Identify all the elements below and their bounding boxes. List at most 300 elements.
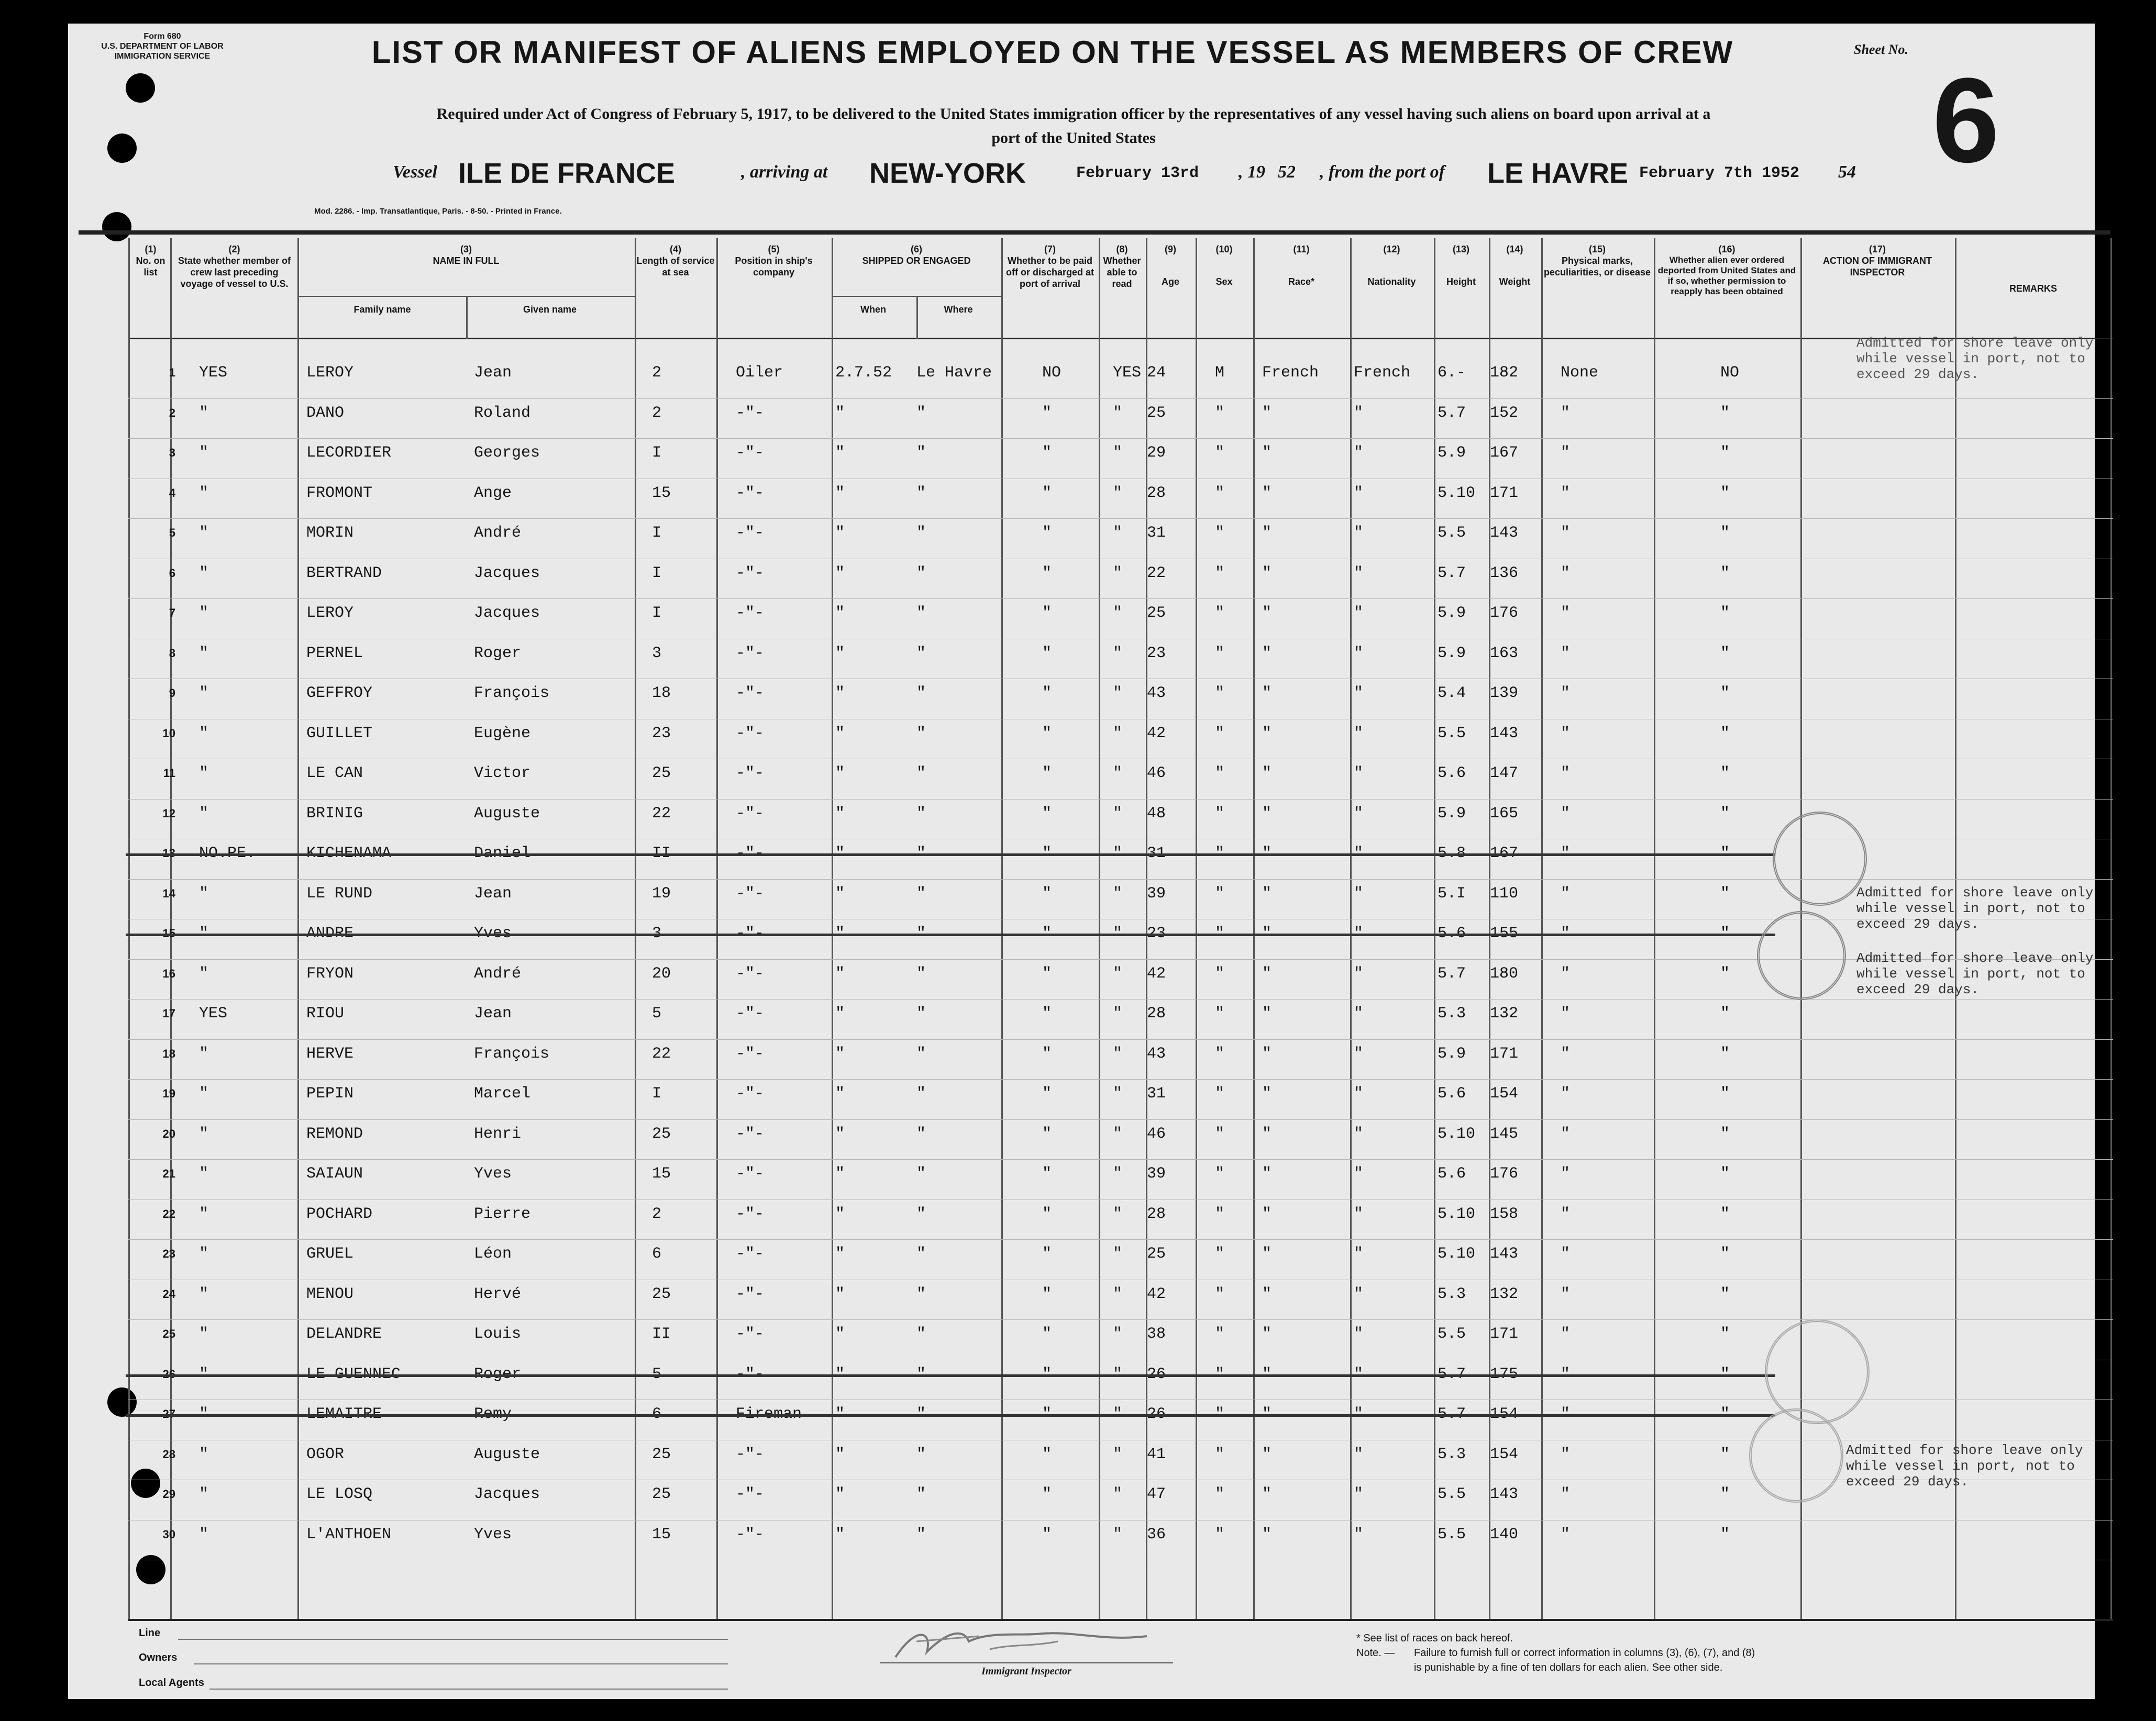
header-rule: [128, 338, 2113, 339]
punch-hole: [107, 1387, 137, 1417]
cell-read: ": [1113, 1125, 1123, 1143]
cell-service: I: [652, 564, 662, 582]
col-num: (6): [911, 244, 922, 254]
cell-where: ": [916, 1205, 926, 1223]
cell-weight: 176: [1490, 1165, 1519, 1183]
cell-age: 42: [1147, 724, 1166, 742]
cell-height: 5.9: [1438, 804, 1466, 823]
cell-where: ": [916, 1285, 926, 1303]
cell-given: Eugène: [474, 724, 531, 742]
col-num: (7): [1044, 244, 1056, 254]
cell-weight: 154: [1490, 1085, 1519, 1103]
cell-no: 11: [163, 767, 175, 780]
cell-prev: ": [199, 644, 209, 662]
cell-paid: NO: [1042, 364, 1062, 382]
cell-family: SAIAUN: [306, 1165, 363, 1183]
cell-marks: ": [1561, 724, 1571, 742]
cell-given: André: [474, 524, 522, 542]
requirement-line: Required under Act of Congress of February 5, 1917, to be delivered to the United States immigration officer by the representatives of any vessel having such aliens on board upon arrival at a: [436, 105, 1711, 123]
cell-family: DANO: [306, 404, 345, 422]
arriving-label: , arriving at: [741, 162, 828, 182]
col-num: (12): [1383, 244, 1400, 254]
cell-service: 18: [652, 684, 671, 702]
col-label: Whether alien ever ordered deported from United States and if so, whether permission to reapply has been obtained: [1657, 255, 1796, 296]
from-port: LE HAVRE: [1487, 158, 1629, 189]
cell-no: 1: [169, 366, 175, 379]
cell-prev: ": [199, 1165, 209, 1183]
cell-nat: ": [1354, 804, 1364, 823]
cell-deported: ": [1720, 404, 1730, 422]
cell-paid: ": [1042, 484, 1052, 502]
cell-no: 22: [162, 1207, 175, 1220]
remark-row-16: Admitted for shore leave only while vessel in port, not to exceed 29 days.: [1856, 950, 2094, 997]
col-num: (2): [228, 244, 240, 254]
cell-service: I: [652, 1085, 662, 1103]
cell-age: 47: [1147, 1485, 1166, 1503]
cell-where: ": [916, 1085, 926, 1103]
cell-read: ": [1113, 1525, 1123, 1544]
cell-height: 6.-: [1438, 364, 1466, 382]
cell-given: Jacques: [474, 1485, 540, 1503]
cell-age: 46: [1147, 1125, 1166, 1143]
col-label: Physical marks, peculiarities, or disease: [1543, 256, 1651, 277]
cell-weight: 165: [1490, 804, 1519, 823]
cell-race: ": [1262, 1445, 1272, 1463]
cell-no: 3: [169, 446, 175, 459]
col-label: Weight: [1499, 276, 1531, 287]
cell-given: Auguste: [474, 1445, 540, 1463]
cell-where: ": [916, 604, 926, 622]
cell-read: ": [1113, 724, 1123, 742]
cell-weight: 132: [1490, 1005, 1519, 1023]
cell-paid: ": [1042, 804, 1052, 823]
printer-line: Mod. 2286. - Imp. Transatlantique, Paris. - 8-50. - Printed in France.: [314, 207, 562, 216]
cell-service: 20: [652, 964, 671, 983]
cell-race: ": [1262, 1085, 1272, 1103]
cell-marks: ": [1561, 484, 1571, 502]
cell-position: -"-: [736, 644, 765, 662]
cell-prev: ": [199, 1085, 209, 1103]
cell-where: ": [916, 804, 926, 823]
cell-position: -"-: [736, 804, 765, 823]
cell-prev: ": [199, 444, 209, 462]
cell-nat: French: [1354, 364, 1411, 382]
cell-marks: ": [1561, 1285, 1571, 1303]
cell-when: ": [835, 1445, 845, 1463]
cell-position: -"-: [736, 684, 765, 702]
cell-deported: ": [1720, 1085, 1730, 1103]
col13-header: [1435, 243, 1487, 287]
cell-height: 5.9: [1438, 1045, 1466, 1063]
vessel-label: Vessel: [393, 162, 437, 182]
cell-where: ": [916, 1525, 926, 1544]
sheet-number: 6: [1932, 53, 1999, 187]
cell-family: FROMONT: [306, 484, 373, 502]
column-line: [1196, 238, 1197, 1619]
cell-read: ": [1113, 1205, 1123, 1223]
remarks-header: REMARKS: [2009, 283, 2057, 294]
top-rule: [79, 230, 2110, 235]
cell-given: Ange: [474, 484, 512, 502]
cell-sex: ": [1215, 484, 1225, 502]
cell-deported: ": [1720, 1125, 1730, 1143]
cell-service: 25: [652, 1285, 671, 1303]
col-label: Length of service at sea: [636, 256, 715, 277]
row-rule: [128, 518, 2113, 519]
cell-when: ": [835, 524, 845, 542]
cell-marks: ": [1561, 644, 1571, 662]
cell-when: ": [835, 1245, 845, 1263]
cell-paid: ": [1042, 1285, 1052, 1303]
cell-nat: ": [1354, 1285, 1364, 1303]
cell-paid: ": [1042, 1205, 1052, 1223]
cell-age: 42: [1147, 1285, 1166, 1303]
cell-family: L'ANTHOEN: [306, 1525, 392, 1544]
cell-position: -"-: [736, 724, 765, 742]
cell-marks: ": [1561, 1325, 1571, 1343]
cell-when: ": [835, 644, 845, 662]
col8-header: [1100, 243, 1144, 290]
cell-when: ": [835, 484, 845, 502]
cell-prev: ": [199, 484, 209, 502]
cell-race: ": [1262, 1245, 1272, 1263]
cell-position: -"-: [736, 564, 765, 582]
cell-no: 25: [162, 1327, 175, 1340]
cell-where: ": [916, 404, 926, 422]
cell-height: 5.7: [1438, 964, 1466, 983]
cell-service: 25: [652, 1125, 671, 1143]
cell-age: 31: [1147, 1085, 1166, 1103]
cell-paid: ": [1042, 644, 1052, 662]
cell-height: 5.7: [1438, 404, 1466, 422]
cell-family: GUILLET: [306, 724, 373, 742]
cell-no: 5: [169, 526, 175, 539]
cell-read: ": [1113, 564, 1123, 582]
cell-age: 23: [1147, 644, 1166, 662]
cell-when: ": [835, 684, 845, 702]
col-label: Position in ship's company: [735, 256, 813, 277]
cell-weight: 158: [1490, 1205, 1519, 1223]
cell-service: 3: [652, 644, 662, 662]
column-line: [1350, 238, 1352, 1619]
cell-where: Le Havre: [916, 364, 992, 382]
cell-given: Jacques: [474, 564, 540, 582]
cell-weight: 176: [1490, 604, 1519, 622]
cell-height: 5.3: [1438, 1445, 1466, 1463]
cell-position: -"-: [736, 444, 765, 462]
cell-age: 25: [1147, 1245, 1166, 1263]
cell-height: 5.5: [1438, 1485, 1466, 1503]
cell-prev: ": [199, 804, 209, 823]
cell-when: ": [835, 964, 845, 983]
cell-service: 15: [652, 1165, 671, 1183]
cell-deported: ": [1720, 564, 1730, 582]
cell-race: ": [1262, 764, 1272, 782]
col-num: (3): [460, 244, 472, 254]
punch-hole: [107, 134, 137, 163]
cell-height: 5.6: [1438, 764, 1466, 782]
col7-header: [1003, 243, 1097, 290]
cell-given: Louis: [474, 1325, 522, 1343]
cell-weight: 143: [1490, 1485, 1519, 1503]
cell-deported: NO: [1720, 364, 1740, 382]
races-note: * See list of races on back hereof.: [1356, 1633, 1513, 1644]
cell-when: ": [835, 764, 845, 782]
cell-family: LECORDIER: [306, 444, 392, 462]
col-num: (1): [145, 244, 157, 254]
year-suffix: 52: [1278, 162, 1296, 182]
cell-no: 28: [162, 1447, 175, 1461]
cell-sex: ": [1215, 1045, 1225, 1063]
cell-position: -"-: [736, 1325, 765, 1343]
cell-weight: 143: [1490, 1245, 1519, 1263]
cell-where: ": [916, 1245, 926, 1263]
cell-family: MENOU: [306, 1285, 354, 1303]
cell-age: 39: [1147, 1165, 1166, 1183]
cell-height: 5.4: [1438, 684, 1466, 702]
cell-no: 23: [162, 1247, 175, 1260]
cell-sex: ": [1215, 1485, 1225, 1503]
cell-height: 5.5: [1438, 1325, 1466, 1343]
col14-header: [1490, 243, 1540, 287]
cell-age: 24: [1147, 364, 1166, 382]
col-label: Whether able to read: [1103, 256, 1141, 289]
from-label: , from the port of: [1320, 162, 1445, 182]
cell-nat: ": [1354, 1165, 1364, 1183]
column-line: [297, 238, 299, 1619]
cell-no: 18: [162, 1047, 175, 1060]
cell-marks: ": [1561, 1125, 1571, 1143]
cell-paid: ": [1042, 1485, 1052, 1503]
cell-nat: ": [1354, 1125, 1364, 1143]
cell-deported: ": [1720, 1245, 1730, 1263]
cell-weight: 145: [1490, 1125, 1519, 1143]
col-label: NAME IN FULL: [433, 256, 500, 266]
cell-where: ": [916, 684, 926, 702]
cell-family: REMOND: [306, 1125, 363, 1143]
col5-header: [717, 243, 830, 278]
col-num: (4): [670, 244, 681, 254]
cell-weight: 182: [1490, 364, 1519, 382]
cell-height: 5.6: [1438, 1085, 1466, 1103]
cell-family: PERNEL: [306, 644, 363, 662]
cell-position: -"-: [736, 1045, 765, 1063]
cell-paid: ": [1042, 1245, 1052, 1263]
col-num: (5): [768, 244, 780, 254]
cell-paid: ": [1042, 404, 1052, 422]
strikethrough-line: [126, 934, 1775, 936]
cell-height: 5.I: [1438, 884, 1466, 903]
note-text: is punishable by a fine of ten dollars for each alien. See other side.: [1414, 1662, 1723, 1673]
cell-family: BERTRAND: [306, 564, 382, 582]
cell-when: ": [835, 1125, 845, 1143]
cell-read: ": [1113, 1085, 1123, 1103]
col-num: (17): [1868, 244, 1886, 254]
cell-nat: ": [1354, 1205, 1364, 1223]
cell-when: ": [835, 1285, 845, 1303]
cell-read: ": [1113, 524, 1123, 542]
cell-prev: ": [199, 1445, 209, 1463]
cell-service: 25: [652, 764, 671, 782]
cell-sex: ": [1215, 1125, 1225, 1143]
cell-given: François: [474, 1045, 550, 1063]
cell-prev: ": [199, 1245, 209, 1263]
cell-race: ": [1262, 444, 1272, 462]
cell-race: French: [1262, 364, 1319, 382]
row-rule: [128, 999, 2113, 1000]
cell-weight: 163: [1490, 644, 1519, 662]
cell-sex: ": [1215, 804, 1225, 823]
cell-marks: ": [1561, 604, 1571, 622]
cell-deported: ": [1720, 764, 1730, 782]
cell-nat: ": [1354, 484, 1364, 502]
cell-marks: ": [1561, 564, 1571, 582]
cell-given: Jean: [474, 1005, 512, 1023]
cell-given: François: [474, 684, 550, 702]
cell-sex: ": [1215, 1005, 1225, 1023]
year-prefix: , 19: [1239, 162, 1265, 182]
cell-weight: 139: [1490, 684, 1519, 702]
cell-race: ": [1262, 724, 1272, 742]
consulate-stamp: [1765, 1319, 1870, 1424]
cell-weight: 154: [1490, 1445, 1519, 1463]
cell-where: ": [916, 1045, 926, 1063]
header-subline: [466, 296, 468, 339]
cell-marks: ": [1561, 1445, 1571, 1463]
col-label: Whether to be paid off or discharged at port of arrival: [1005, 256, 1094, 289]
cell-nat: ": [1354, 1045, 1364, 1063]
col-label: Sex: [1215, 276, 1233, 287]
cell-paid: ": [1042, 604, 1052, 622]
cell-paid: ": [1042, 564, 1052, 582]
cell-race: ": [1262, 1005, 1272, 1023]
cell-service: 15: [652, 484, 671, 502]
cell-family: LEROY: [306, 364, 354, 382]
arrival-date: February 13rd: [1076, 164, 1199, 182]
cell-read: ": [1113, 644, 1123, 662]
cell-height: 5.5: [1438, 524, 1466, 542]
cell-deported: ": [1720, 724, 1730, 742]
cell-deported: ": [1720, 1525, 1730, 1544]
cell-race: ": [1262, 964, 1272, 983]
cell-family: RIOU: [306, 1005, 345, 1023]
cell-read: ": [1113, 1445, 1123, 1463]
cell-family: GEFFROY: [306, 684, 373, 702]
cell-given: Auguste: [474, 804, 540, 823]
cell-weight: 152: [1490, 404, 1519, 422]
cell-age: 25: [1147, 404, 1166, 422]
cell-paid: ": [1042, 1045, 1052, 1063]
cell-given: Yves: [474, 1165, 512, 1183]
requirement-text: [230, 102, 1917, 150]
cell-when: ": [835, 884, 845, 903]
cell-where: ": [916, 1445, 926, 1463]
column-line: [1253, 238, 1255, 1619]
cell-sex: ": [1215, 644, 1225, 662]
col-label: Age: [1161, 276, 1179, 287]
cell-race: ": [1262, 1325, 1272, 1343]
cell-race: ": [1262, 524, 1272, 542]
cell-race: ": [1262, 1165, 1272, 1183]
cell-weight: 132: [1490, 1285, 1519, 1303]
cell-no: 8: [169, 646, 175, 660]
cell-where: ": [916, 1005, 926, 1023]
cell-prev: ": [199, 764, 209, 782]
cell-where: ": [916, 884, 926, 903]
cell-family: FRYON: [306, 964, 354, 983]
column-line: [716, 238, 718, 1619]
cell-marks: ": [1561, 1485, 1571, 1503]
cell-service: 6: [652, 1245, 662, 1263]
cell-age: 25: [1147, 604, 1166, 622]
cell-family: LE LOSQ: [306, 1485, 373, 1503]
col-num: (13): [1452, 244, 1469, 254]
cell-sex: ": [1215, 1205, 1225, 1223]
cell-paid: ": [1042, 524, 1052, 542]
cell-deported: ": [1720, 1045, 1730, 1063]
cell-no: 24: [162, 1287, 175, 1301]
cell-paid: ": [1042, 724, 1052, 742]
col-label: State whether member of crew last preceding voyage of vessel to U.S.: [178, 256, 291, 289]
cell-prev: YES: [199, 364, 228, 382]
cell-nat: ": [1354, 444, 1364, 462]
col17-header: [1801, 243, 1953, 278]
cell-read: ": [1113, 1005, 1123, 1023]
cell-paid: ": [1042, 964, 1052, 983]
inspector-signature: [885, 1620, 1178, 1668]
column-line: [1001, 238, 1003, 1619]
column-line: [832, 238, 833, 1619]
cell-when: ": [835, 1485, 845, 1503]
cell-marks: ": [1561, 404, 1571, 422]
cell-race: ": [1262, 1125, 1272, 1143]
cell-service: 15: [652, 1525, 671, 1544]
cell-sex: ": [1215, 964, 1225, 983]
col10-header: [1197, 243, 1252, 287]
cell-height: 5.6: [1438, 1165, 1466, 1183]
cell-where: ": [916, 444, 926, 462]
cell-position: -"-: [736, 1285, 765, 1303]
cell-deported: ": [1720, 964, 1730, 983]
cell-position: -"-: [736, 1005, 765, 1023]
cell-paid: ": [1042, 684, 1052, 702]
cell-sex: ": [1215, 1165, 1225, 1183]
cell-position: Oiler: [736, 364, 783, 382]
cell-deported: ": [1720, 604, 1730, 622]
cell-when: ": [835, 1525, 845, 1544]
cell-given: Roland: [474, 404, 531, 422]
cell-height: 5.10: [1438, 484, 1476, 502]
cell-deported: ": [1720, 484, 1730, 502]
line-label: Line: [139, 1627, 161, 1639]
cell-given: Léon: [474, 1245, 512, 1263]
cell-family: DELANDRE: [306, 1325, 382, 1343]
cell-where: ": [916, 644, 926, 662]
cell-read: YES: [1113, 364, 1142, 382]
col-label: Height: [1446, 276, 1476, 287]
cell-where: ": [916, 764, 926, 782]
cell-nat: ": [1354, 964, 1364, 983]
cell-family: GRUEL: [306, 1245, 354, 1263]
cell-read: ": [1113, 764, 1123, 782]
cell-age: 43: [1147, 1045, 1166, 1063]
cell-age: 42: [1147, 964, 1166, 983]
cell-read: ": [1113, 1325, 1123, 1343]
punch-hole: [126, 73, 155, 103]
cell-nat: ": [1354, 564, 1364, 582]
inspector-label: Immigrant Inspector: [880, 1662, 1173, 1678]
cell-read: ": [1113, 604, 1123, 622]
